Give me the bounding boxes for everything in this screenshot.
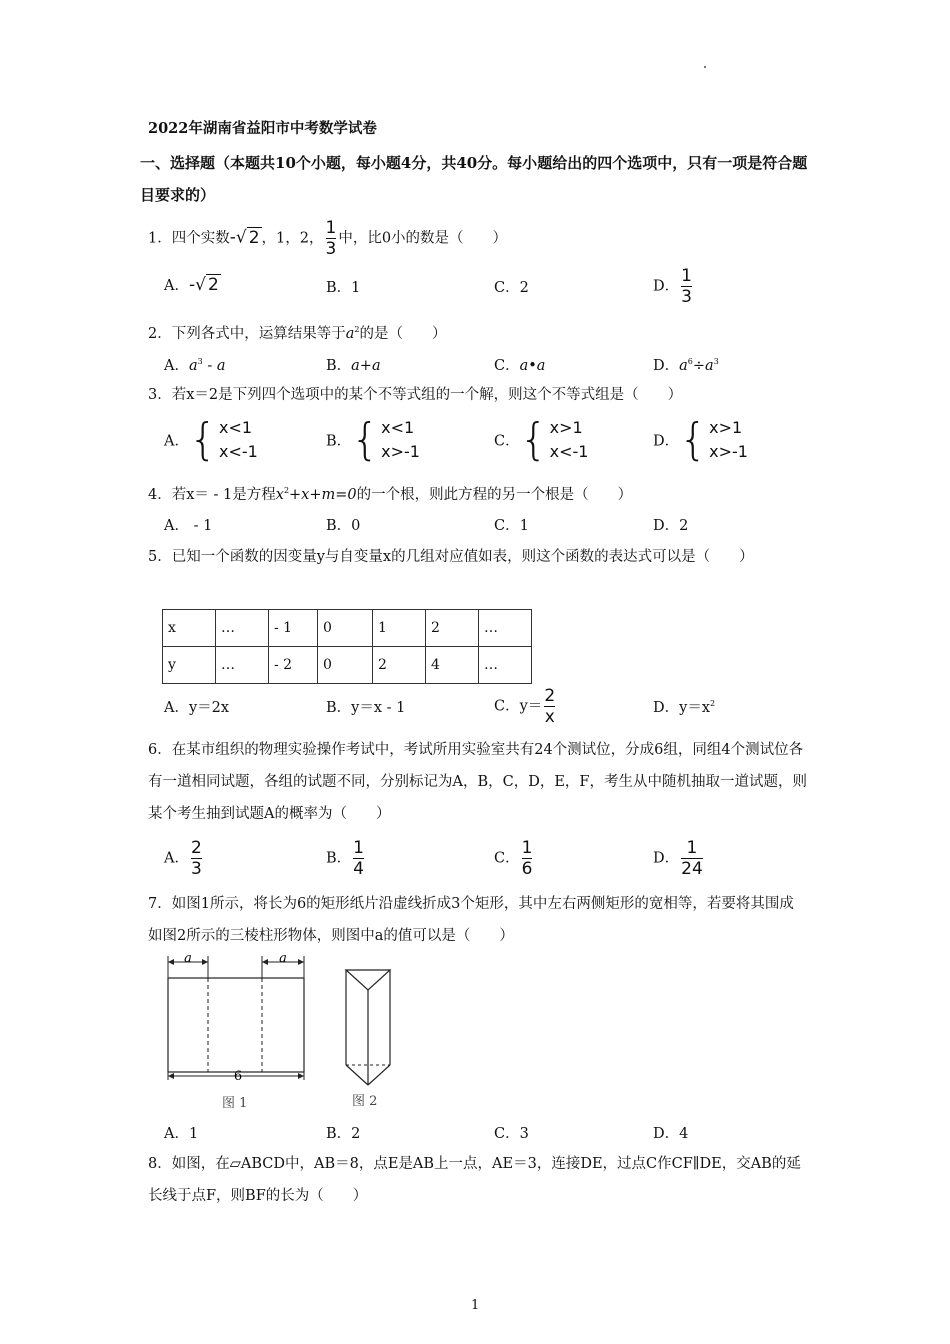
q3-option-b: B． { x<1 x>-1 bbox=[326, 414, 420, 465]
table-cell: 2 bbox=[373, 647, 426, 684]
table-cell: … bbox=[479, 610, 532, 647]
q3-option-a: A． { x<1 x<-1 bbox=[164, 414, 258, 465]
figure-1 bbox=[160, 952, 320, 1112]
q2-option-b: B．a+a bbox=[326, 358, 381, 374]
q7-option-d: D．4 bbox=[653, 1126, 689, 1142]
question-4: 4．若x＝ - 1是方程$x^2+x+m=0$的一个根，则此方程的另一个根是（ ） bbox=[148, 486, 633, 503]
fig1-length-label: 6 bbox=[233, 1069, 243, 1084]
q5-option-a: A．y＝2x bbox=[164, 700, 230, 716]
question-1 bbox=[148, 218, 507, 259]
q1-option-d: D． $\frac{1}{3}$ bbox=[653, 266, 692, 307]
question-8: 8．如图，在▱ABCD中，AB＝8，点E是AB上一点，AE＝3，连接DE，过点C作CF∥DE，交AB的延长线于点F，则BF的长为（ ） bbox=[148, 1156, 801, 1204]
q3-option-c: C． { x>1 x<-1 bbox=[494, 414, 589, 465]
table-cell: x bbox=[163, 610, 216, 647]
q7-option-b: B．2 bbox=[326, 1126, 361, 1142]
q1-neg-sqrt: -√ 2 bbox=[229, 227, 260, 248]
q1-suffix: 中，比0小的数是（ ） bbox=[338, 230, 508, 247]
q7-option-a: A．1 bbox=[164, 1126, 199, 1142]
table-cell: … bbox=[216, 647, 269, 684]
figure-2 bbox=[336, 960, 406, 1110]
q2-option-a: A．$a^3$ - a bbox=[164, 357, 226, 374]
fig2-caption: 图 2 bbox=[352, 1094, 378, 1109]
q4-option-c: C．1 bbox=[494, 518, 529, 534]
section-header: 一、选择题（本题共10个小题，每小题4分，共40分。每小题给出的四个选项中，只有一项是符合题目要求的） bbox=[140, 154, 808, 204]
value-table bbox=[162, 609, 532, 684]
table-cell: - 1 bbox=[269, 610, 318, 647]
q1-option-a: A．-√ 2 bbox=[164, 275, 219, 295]
q5-option-d: D．$y=x^2$ bbox=[653, 699, 716, 716]
q1-option-c: C．2 bbox=[494, 280, 529, 296]
q4-option-a: A． - 1 bbox=[164, 518, 213, 534]
q5-option-b: B．y＝x - 1 bbox=[326, 700, 406, 716]
q5-option-c: C．y＝ $\frac{2}{x}$ bbox=[494, 686, 556, 727]
q3-option-d: D． { x>1 x>-1 bbox=[653, 414, 748, 465]
table-cell: 0 bbox=[318, 610, 373, 647]
q2-option-d: D．$a^6\div a^3$ bbox=[653, 357, 719, 374]
table-cell: 0 bbox=[318, 647, 373, 684]
q1-mid: ，1，2， bbox=[261, 230, 324, 247]
exam-title: 2022年湖南省益阳市中考数学试卷 bbox=[148, 120, 377, 137]
table-row-x bbox=[163, 610, 532, 647]
q1-fraction: $\frac{1}{3}$ bbox=[325, 218, 337, 259]
question-7: 7．如图1所示，将长为6的矩形纸片沿虚线折成3个矩形，其中左右两侧矩形的宽相等，若要将其围成如图2所示的三棱柱形物体，则图中a的值可以是（ ） bbox=[148, 896, 794, 944]
speck-mark bbox=[704, 66, 706, 68]
q6-option-b: B． $\frac{1}{4}$ bbox=[326, 838, 364, 879]
q6-option-c: C． $\frac{1}{6}$ bbox=[494, 838, 533, 879]
fig1-a-right: a bbox=[279, 952, 287, 966]
table-cell: - 2 bbox=[269, 647, 318, 684]
table-cell: 1 bbox=[373, 610, 426, 647]
q1-option-b: B．1 bbox=[326, 280, 361, 296]
page-number: 1 bbox=[471, 1298, 480, 1313]
q4-option-b: B．0 bbox=[326, 518, 361, 534]
question-5: 5．已知一个函数的因变量y与自变量x的几组对应值如表，则这个函数的表达式可以是（ ） bbox=[148, 549, 754, 565]
q7-option-c: C．3 bbox=[494, 1126, 529, 1142]
q4-option-d: D．2 bbox=[653, 518, 689, 534]
table-cell: … bbox=[479, 647, 532, 684]
q1-prefix: 1．四个实数 bbox=[148, 230, 230, 247]
table-cell: y bbox=[163, 647, 216, 684]
table-cell: 2 bbox=[426, 610, 479, 647]
question-2: 2．下列各式中，运算结果等于$a^2$的是（ ） bbox=[148, 325, 447, 342]
question-6: 6．在某市组织的物理实验操作考试中，考试所用实验室共有24个测试位，分成6组，同组4个测试位各有一道相同试题，各组的试题不同，分别标记为A，B，C，D，E，F，考生从中随机抽取一道试题，则某个考生抽到试题A的概率为（ ） bbox=[148, 742, 807, 822]
table-cell: 4 bbox=[426, 647, 479, 684]
table-cell: … bbox=[216, 610, 269, 647]
question-3: 3．若x＝2是下列四个选项中的某个不等式组的一个解，则这个不等式组是（ ） bbox=[148, 387, 683, 403]
fig1-caption: 图 1 bbox=[222, 1096, 248, 1111]
q6-option-d: D． $\frac{1}{24}$ bbox=[653, 838, 703, 879]
q6-option-a: A． $\frac{2}{3}$ bbox=[164, 838, 202, 879]
fig1-a-left: a bbox=[184, 952, 192, 966]
table-row-y bbox=[163, 647, 532, 684]
q2-option-c: C．a•a bbox=[494, 358, 546, 374]
